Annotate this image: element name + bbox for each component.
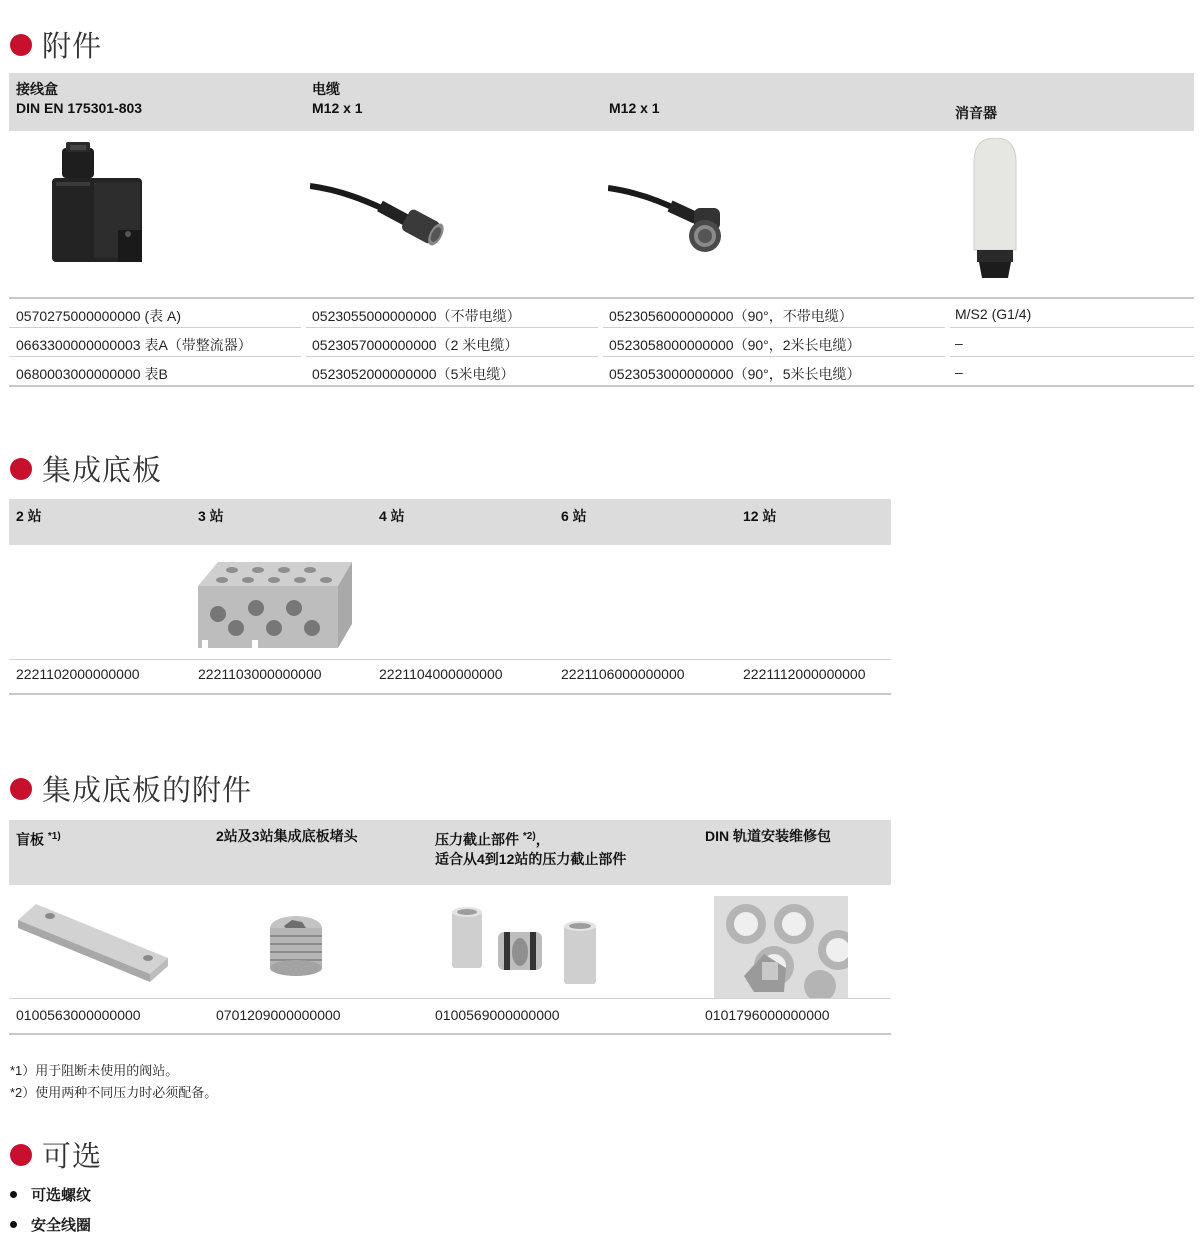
subbase-accessories-rule-bottom — [9, 1033, 891, 1035]
accessories-rule-bottom — [9, 385, 1194, 387]
row-divider — [306, 356, 598, 357]
part-number: 0523058000000000（90°，2米长电缆） — [609, 337, 861, 353]
header-4-station: 4 站 — [379, 508, 405, 524]
section-title-text: 集成底板 — [42, 453, 163, 487]
row-divider — [950, 356, 1194, 357]
row-divider — [306, 327, 598, 328]
list-item-safety-coil: 安全线圈 — [10, 1214, 91, 1235]
part-number: 0680003000000000 表B — [16, 366, 168, 382]
accessories-rule-top — [9, 297, 1194, 299]
header-6-station: 6 站 — [561, 508, 587, 524]
part-number: – — [955, 364, 963, 380]
plug-icon — [264, 914, 328, 978]
part-number: 2221104000000000 — [379, 666, 503, 682]
part-number: – — [955, 335, 963, 351]
part-number: 2221106000000000 — [561, 666, 685, 682]
header-3-station: 3 站 — [198, 508, 224, 524]
subbase-accessories-rule-top — [9, 998, 891, 999]
row-divider — [603, 356, 945, 357]
part-number: 0523056000000000（90°，不带电缆） — [609, 308, 853, 324]
section-title-accessories — [10, 24, 102, 65]
header-cable: 电缆 M12 x 1 — [312, 81, 363, 116]
section-title-text: 可选 — [42, 1139, 103, 1173]
footnote-2: *2）使用两种不同压力时必须配备。 — [10, 1085, 218, 1100]
header-din-rail-kit: DIN 轨道安装维修包 — [705, 828, 831, 844]
header-plug: 2站及3站集成底板堵头 — [216, 828, 358, 844]
part-number: 0663300000000003 表A（带整流器） — [16, 337, 252, 353]
list-item-optional-thread: 可选螺纹 — [10, 1184, 91, 1205]
header-cable-angled: M12 x 1 — [609, 100, 660, 116]
header-2-station: 2 站 — [16, 508, 42, 524]
subbase-3-station-icon — [192, 558, 354, 654]
part-number: 0101796000000000 — [705, 1007, 830, 1023]
section-title-optional — [10, 1134, 102, 1175]
header-blanking-plate: 盲板 $^{*1)}$ — [16, 831, 61, 848]
section-bullet-icon — [10, 458, 32, 480]
header-12-station: 12 站 — [743, 508, 777, 524]
straight-cable-icon — [310, 176, 445, 248]
part-number: 0100563000000000 — [16, 1007, 141, 1023]
part-number: 0100569000000000 — [435, 1007, 560, 1023]
section-title-text: 集成底板的附件 — [42, 773, 253, 807]
part-number: 0570275000000000 (表 A) — [16, 308, 182, 324]
part-number: 0523053000000000（90°，5米长电缆） — [609, 366, 861, 382]
section-title-subbase — [10, 448, 162, 489]
bullet-icon — [10, 1221, 17, 1228]
section-title-subbase-accessories — [10, 768, 252, 809]
header-pressure-isolator: 压力截止部件 $^{*2)}$， 适合从4到12站的压力截止部件 — [435, 831, 627, 867]
part-number: 0523052000000000（5米电缆） — [312, 366, 515, 382]
part-number: 2221103000000000 — [198, 666, 322, 682]
angled-cable-icon — [608, 180, 733, 260]
silencer-icon — [970, 138, 1020, 280]
part-number: 2221102000000000 — [16, 666, 140, 682]
bullet-icon — [10, 1191, 17, 1198]
section-bullet-icon — [10, 34, 32, 56]
junction-box-icon — [48, 142, 148, 274]
footnote-1: *1）用于阻断未使用的阀站。 — [10, 1063, 179, 1078]
din-rail-kit-icon — [714, 896, 848, 998]
part-number: 0523057000000000（2 米电缆） — [312, 337, 519, 353]
accessories-header-band — [9, 73, 1194, 131]
row-divider — [950, 327, 1194, 328]
section-bullet-icon — [10, 778, 32, 800]
header-silencer: 消音器 — [955, 105, 997, 121]
row-divider — [603, 327, 945, 328]
row-divider — [9, 356, 301, 357]
section-title-text: 附件 — [42, 29, 103, 63]
part-number: M/S2 (G1/4) — [955, 306, 1032, 322]
pressure-isolator-icon — [448, 906, 604, 988]
part-number: 0523055000000000（不带电缆） — [312, 308, 521, 324]
part-number: 2221112000000000 — [743, 666, 866, 682]
subbase-rule-top — [9, 659, 891, 660]
section-bullet-icon — [10, 1144, 32, 1166]
row-divider — [9, 327, 301, 328]
subbase-rule-bottom — [9, 693, 891, 695]
part-number: 0701209000000000 — [216, 1007, 341, 1023]
header-junction-box: 接线盒 DIN EN 175301-803 — [16, 81, 143, 116]
blanking-plate-icon — [16, 902, 172, 984]
